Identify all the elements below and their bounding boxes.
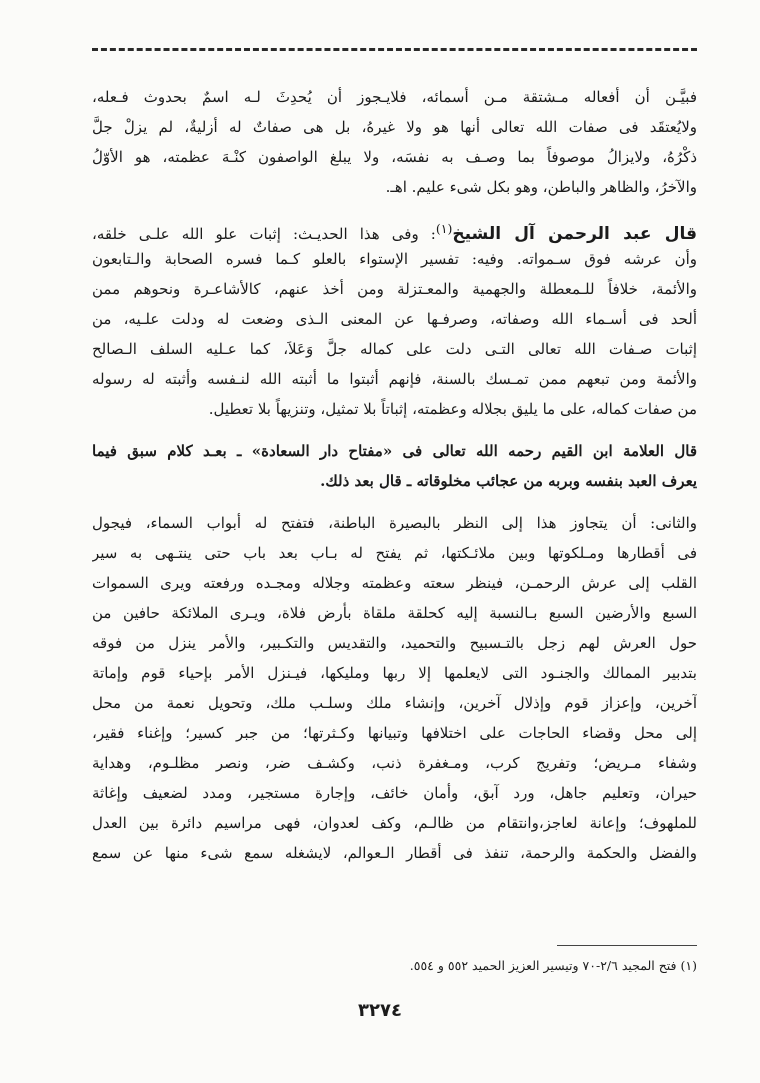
paragraph-3	[92, 436, 697, 496]
text-line: السبع والأرضين السبع بـالنسبة إليه كحلقة ملقاة بأرض فلاة، ويـرى الملائكة حافين من	[92, 604, 697, 622]
text-line: من صفات كماله، على ما يليق بجلاله وعظمته، إثباتاً بلا تمثيل، وتنزيهاً بلا تعطيل.	[208, 400, 697, 418]
page-number: ٣٢٧٤	[358, 1000, 402, 1021]
text-line: والأئمة، خلافاً للـمعطلة والجهمية والمعـتزلة ومن أخذ عنهم، كالأشاعـرة ونحوهم ممن	[92, 280, 697, 298]
text-line: فبيَّـن أن أفعاله مـشتقة مـن أسمائه، فلايـجوز أن يُحدِثَ لـه اسمٌ بحدوث فـعله،	[92, 88, 697, 106]
text-line: يعرف العبد بنفسه وبربه من عجائب مخلوقاته ـ قال بعد ذلك.	[320, 472, 697, 490]
text-line: إثبات صـفات الله تعالى التـى دلت على كماله جلَّ وَعَلاَ، كما عـليه السلف الـصالح	[92, 340, 697, 358]
footnote: (١) فتح المجيد ٢/٦-٧٠ وتيسير العزيز الحميد ٥٥٢ و ٥٥٤.	[409, 958, 697, 973]
text-line: حول العرش لهم زجل بالتـسبيح والتحميد، والتقديس والتكـبير، والأمر ينزل من فوقه	[92, 634, 697, 652]
text-line: والثانى: أن يتجاوز هذا إلى النظر بالبصيرة الباطنة، فتفتح له أبواب السماء، فيجول	[92, 514, 697, 532]
text-line: ولايُعتقَد فى صفات الله تعالى أنها هو ولا غيرهُ، بل هى صفاتٌ له أزليةٌ، لم يزلْ جلَّ	[92, 118, 697, 136]
paragraph-2	[92, 214, 697, 424]
text-line: آخرين، وإعزاز قوم وإذلال آخرين، وإنشاء ملك وسلـب ملك، وتحويل نعمة من محل	[92, 694, 697, 712]
text-line: والفضل والحكمة والرحمة، تنفذ فى أقطار الـعوالم، لايشغله سمع شىء منها عن سمع	[92, 844, 697, 862]
text-line: فى أقطارها ومـلكوتها وبين ملائـكتها، ثم يفتح له بـاب بعد باب حتى ينتـهى به سير	[92, 544, 697, 562]
main-text	[92, 82, 697, 868]
footnote-marker: (١)	[435, 221, 453, 236]
text-line: وأن عرشه فوق سـمواته. وفيه: تفسير الإستواء بالعلو كـما فسره الصحابة والـتابعون	[92, 250, 697, 268]
text-line: للملهوف؛ وإعانة لعاجز،وانتقام من ظالـم، وكف لعدوان، فهى مراسيم دائرة بين العدل	[92, 814, 697, 832]
text-line: ذكْرُهُ، ولايزالُ موصوفاً بما وصـف به نفسَه، ولا يبلغ الواصفون كنْـهَ عظمته، هو الأوّلُ	[92, 148, 697, 166]
text-line: قال العلامة ابن القيم رحمه الله تعالى فى «مفتاح دار السعادة» ـ بعـد كلام سبق فيما	[92, 442, 697, 460]
text-line: إلى محل وقضاء الحاجات على اختلافها وتبيانها وكـثرتها؛ من جبر كسير؛ وإغناء فقير،	[92, 724, 697, 742]
section-heading: قال عبد الرحمن آل الشيخ	[452, 224, 697, 244]
paragraph-1	[92, 82, 697, 202]
paragraph-4	[92, 508, 697, 868]
text-line: حيران، وتعليم جاهل، ورد آبق، وأمان خائف، وإجارة مستجير، ومدد لضعيف وإغاثة	[92, 784, 697, 802]
text-line-rest: : وفى هذا الحديـث: إثبات علو الله علـى خلقه،	[92, 225, 436, 243]
text-line: ألحد فى أسـماء الله وصفاته، وصرفـها عن المعنى الـذى وضعت له ودلت علـيه، من	[92, 310, 697, 328]
text-line: والآخرُ، والظاهر والباطن، وهو بكل شىء عليم. اهـ.	[385, 178, 697, 196]
text-line: وشفاء مـريض؛ وتفريج كرب، ومـغفرة ذنب، وكشـف ضر، ونصر مظلـوم، وهداية	[92, 754, 697, 772]
text-line: والأئمة ومن تبعهم ممن تمـسك بالسنة، فإنهم أثبتوا ما أثبته الله لنـفسه وأثبته له رسوله	[92, 370, 697, 388]
text-line: القلب إلى عرش الرحمـن، فينظر سعته وعظمته وجلاله ومجـده ورفعته ويرى السموات	[92, 574, 697, 592]
text-line	[92, 214, 697, 244]
text-line: بتدبير الممالك والجنـود التى لايعلمها إلا ربها ومليكها، فيـنزل الأمر بإحياء قوم وإماتة	[92, 664, 697, 682]
footnote-rule	[557, 945, 697, 946]
top-dashed-rule	[92, 48, 697, 51]
